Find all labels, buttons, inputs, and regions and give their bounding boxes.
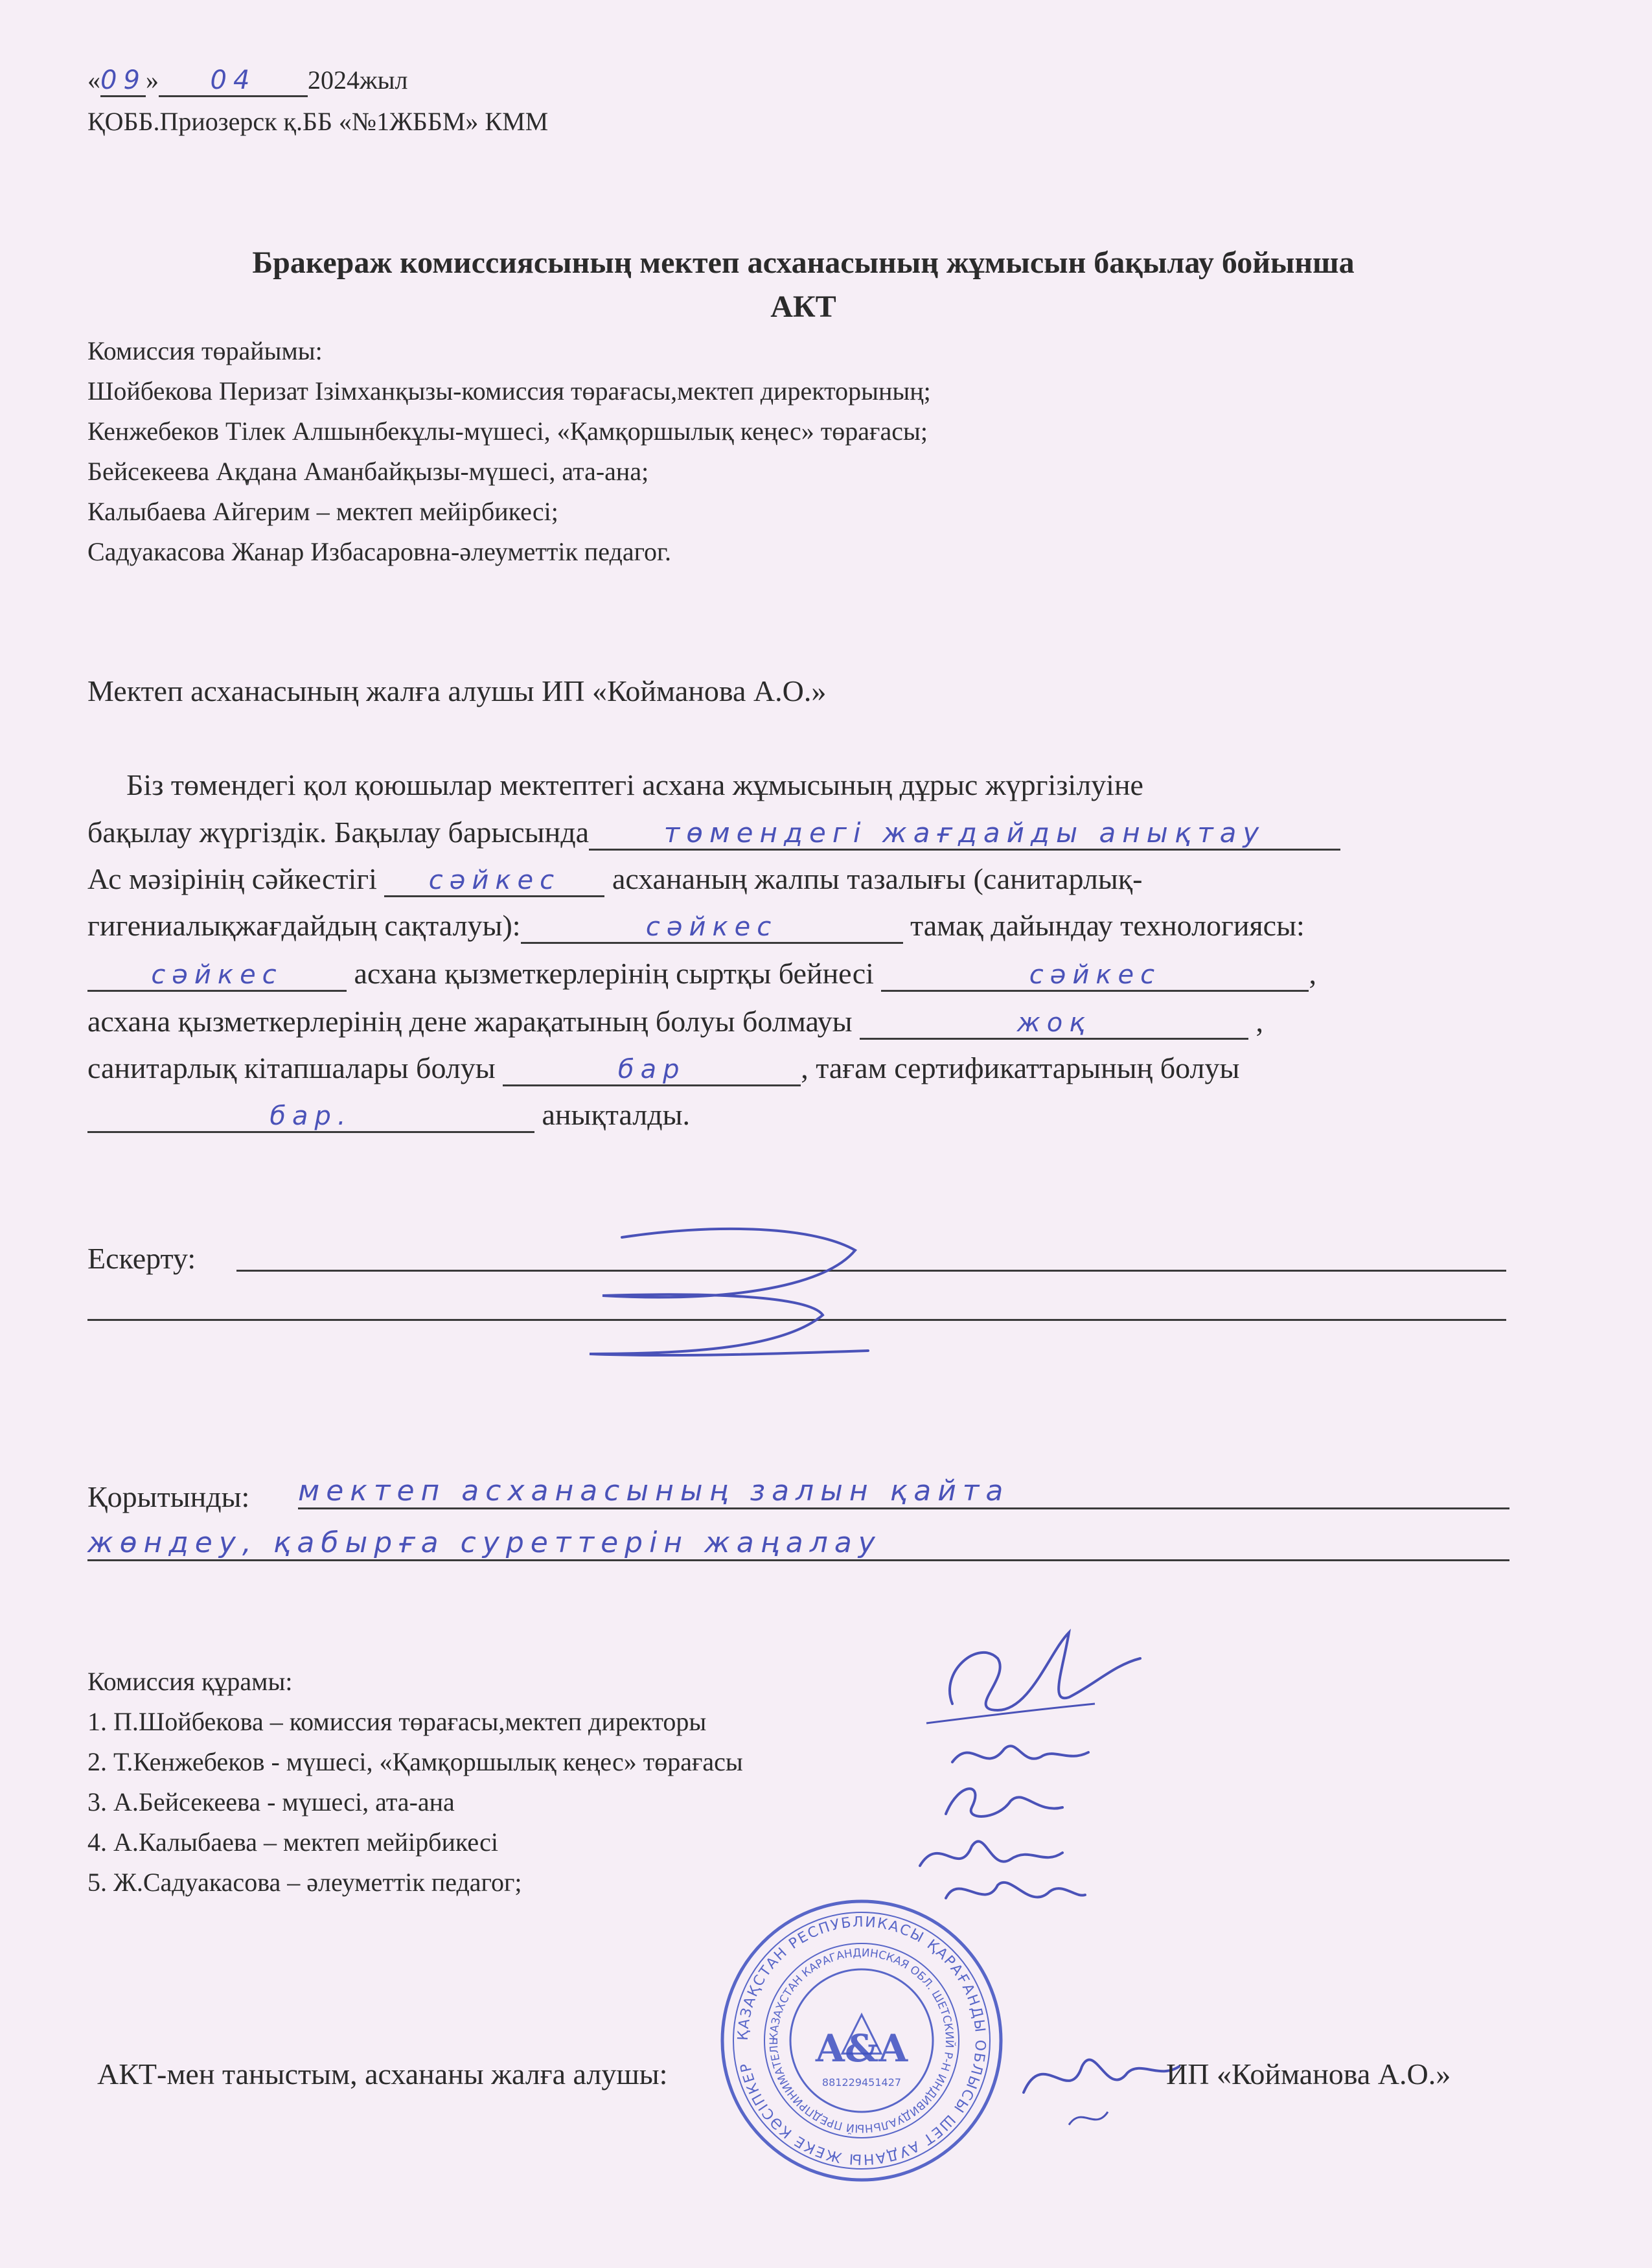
handwritten-conclusion-line-2: жөндеу, қабырға суреттерін жаңалау: [87, 1526, 1509, 1561]
composition-item: 1. П.Шойбекова – комиссия төрағасы,мектеп директоры: [87, 1707, 707, 1736]
strike-through-mark: [577, 1218, 881, 1373]
body-line-4: гигениалықжағдайдың сақталуы): сәйкес тамақ дайындау технологиясы:: [87, 908, 1305, 944]
handwritten-menu-compliance: сәйкес: [384, 865, 604, 897]
footer-tenant-name: ИП «Койманова А.О.»: [1166, 2057, 1451, 2090]
composition-item: 2. Т.Кенжебеков - мүшесі, «Қамқоршылық кеңес» төрағасы: [87, 1747, 743, 1776]
body-line-2: бақылау жүргіздік. Бақылау барысында төмендегі жағдайды анықтау: [87, 815, 1340, 851]
commission-member: Садуакасова Жанар Избасаровна-әлеуметтік педагог.: [87, 537, 671, 566]
body-line-1: Біз төмендегі қол қоюшылар мектептегі асхана жұмысының дұрыс жүргізілуіне: [126, 768, 1143, 801]
date-month: 04: [159, 65, 308, 97]
handwritten-technology: сәйкес: [87, 960, 347, 992]
handwritten-certificates: бар.: [87, 1101, 534, 1133]
handwritten-sanitary-books: бар: [503, 1055, 801, 1086]
footer-acknowledgement: АКТ-мен таныстым, асхананы жалға алушы:: [97, 2057, 668, 2090]
tenant-line: Мектеп асханасының жалға алушы ИП «Койманова А.О.»: [87, 674, 827, 707]
conclusion-label: Қорытынды:: [87, 1480, 250, 1513]
stamp-number: 881229451427: [821, 2076, 902, 2089]
body-line-7: санитарлық кітапшалары болуы бар , тағам сертификаттарының болуы: [87, 1051, 1239, 1086]
body-line-6: асхана қызметкерлерінің дене жарақатының болуы болмауы жоқ ,: [87, 1004, 1263, 1040]
commission-member: Шойбекова Перизат Ізімханқызы-комиссия төрағасы,мектеп директорының;: [87, 376, 931, 406]
signature-tenant: [998, 2028, 1192, 2138]
date-day: 09: [100, 65, 146, 97]
composition-item: 3. А.Бейсекеева - мүшесі, ата-ана: [87, 1787, 455, 1816]
handwritten-conclusion-line-1: мектеп асханасының залын қайта: [298, 1474, 1509, 1509]
stamp-outer-text: ҚАЗАҚСТАН РЕСПУБЛИКАСЫ ҚАРАҒАНДЫ ОБЛЫСЫ ШЕТ АУДАНЫ ЖЕКЕ КӘСІПКЕР: [735, 1914, 989, 2168]
composition-item: 4. А.Калыбаева – мектеп мейірбикесі: [87, 1827, 498, 1857]
note-label: Ескерту:: [87, 1242, 196, 1275]
organization-stamp: [713, 1892, 1011, 2190]
handwritten-hygiene: сәйкес: [521, 912, 903, 944]
commission-heading: Комиссия төрайымы:: [87, 336, 323, 365]
composition-heading: Комиссия құрамы:: [87, 1667, 293, 1696]
handwritten-injuries: жоқ: [860, 1008, 1248, 1040]
handwritten-appearance: сәйкес: [881, 960, 1309, 992]
commission-member: Калыбаева Айгерим – мектеп мейірбикесі;: [87, 497, 558, 526]
stamp-logo: A&A: [815, 2026, 908, 2070]
date-year: 2024жыл: [308, 65, 408, 95]
composition-item: 5. Ж.Садуакасова – әлеуметтік педагог;: [87, 1868, 522, 1897]
body-line-3: Ас мәзірінің сәйкестігі сәйкес асхананың жалпы тазалығы (санитарлық-: [87, 862, 1142, 897]
commission-member: Кенжебеков Тілек Алшынбекұлы-мүшесі, «Қамқоршылық кеңес» төрағасы;: [87, 417, 928, 446]
body-line-5: сәйкес асхана қызметкерлерінің сыртқы бейнесі сәйкес ,: [87, 956, 1316, 992]
body-line-8: бар. анықталды.: [87, 1097, 690, 1133]
date-line: «09» 04 2024жыл: [87, 65, 407, 97]
stamp-inner-text: КАЗАХСТАН КАРАГАНДИНСКАЯ ОБЛ. ШЕТСКИЙ Р-Н ИНДИВИДУАЛЬНЫЙ ПРЕДПРИНИМАТЕЛЬ: [767, 1946, 956, 2135]
handwritten-observation: төмендегі жағдайды анықтау: [589, 817, 1340, 851]
commission-member: Бейсекеева Ақдана Аманбайқызы-мүшесі, ата-ана;: [87, 457, 649, 486]
organization-name: ҚОББ.Приозерск қ.ББ «№1ЖББМ» КММ: [87, 107, 549, 136]
document-subtitle: АКТ: [770, 290, 836, 324]
document-title: Бракераж комиссиясының мектеп асханасының жұмысын бақылау бойынша: [252, 246, 1355, 280]
